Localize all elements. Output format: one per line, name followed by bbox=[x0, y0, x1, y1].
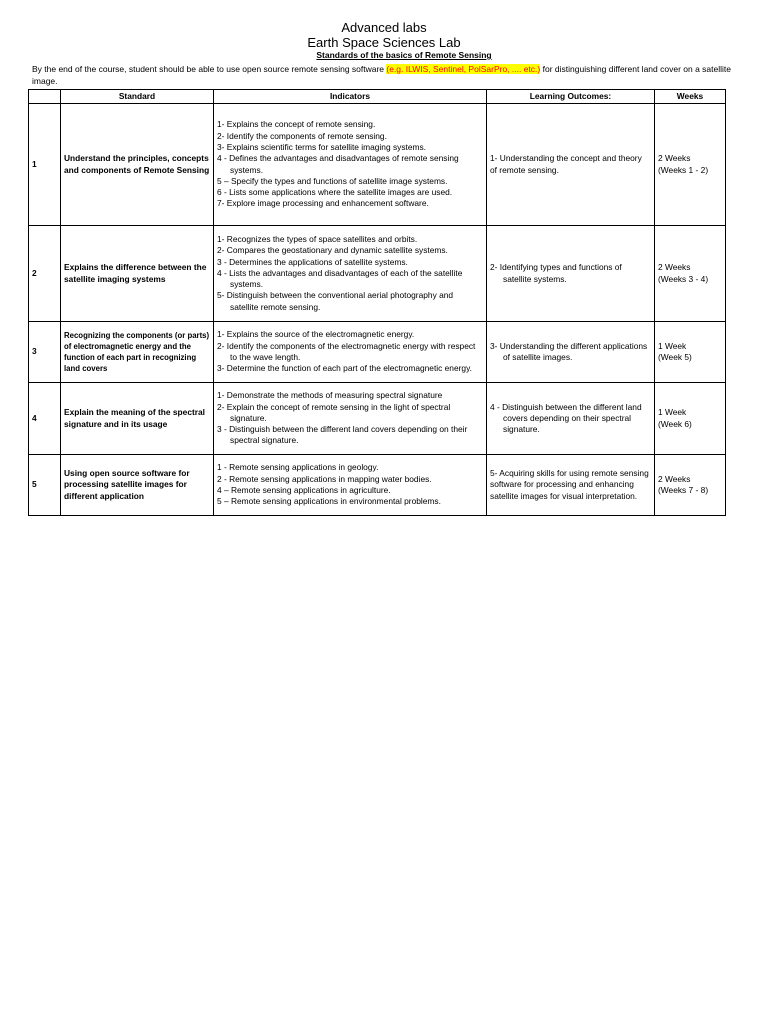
standard-cell: Explain the meaning of the spectral signature and in its usage bbox=[61, 383, 214, 455]
indicator-item: 7- Explore image processing and enhancement software. bbox=[217, 198, 429, 209]
indicator-item: 5- Distinguish between the conventional aerial photography and satellite remote sensing. bbox=[217, 290, 454, 312]
table-row bbox=[29, 322, 726, 383]
intro-paragraph bbox=[32, 64, 732, 87]
indicators-cell bbox=[214, 104, 487, 226]
learning-outcome-text: 2- Identifying types and functions of satellite systems. bbox=[490, 262, 622, 284]
indicator-item: 1- Explains the concept of remote sensing. bbox=[217, 119, 376, 130]
learning-outcome-text: 3- Understanding the different applications of satellite images. bbox=[490, 340, 648, 362]
weeks-range: (Weeks 1 - 2) bbox=[658, 164, 709, 175]
column-header-standard: Standard bbox=[61, 90, 214, 104]
standard-cell: Explains the difference between the satellite imaging systems bbox=[61, 226, 214, 322]
indicator-item: 5 – Specify the types and functions of satellite image systems. bbox=[217, 175, 448, 186]
indicator-item: 6 - Lists some applications where the satellite images are used. bbox=[217, 187, 453, 198]
row-number: 4 bbox=[29, 383, 61, 455]
weeks-count: 2 Weeks bbox=[658, 153, 691, 164]
indicator-item: 1- Explains the source of the electromagnetic energy. bbox=[217, 329, 415, 340]
indicator-item: 3- Explains scientific terms for satellite imaging systems. bbox=[217, 141, 426, 152]
table-header-row bbox=[29, 90, 726, 104]
indicator-item: 1 - Remote sensing applications in geology. bbox=[217, 462, 379, 473]
intro-text: By the end of the course, student should be able to use open source remote sensing software bbox=[32, 64, 387, 74]
indicator-item: 2- Identify the components of remote sensing. bbox=[217, 130, 387, 141]
indicator-item: 3- Determine the function of each part of the electromagnetic energy. bbox=[217, 363, 472, 374]
software-examples-highlight: (e.g. ILWIS, Sentinel, PolSarPro, .... etc.) bbox=[386, 64, 541, 74]
indicator-item: 3 - Distinguish between the different land covers depending on their spectral signature. bbox=[217, 424, 468, 446]
row-number: 3 bbox=[29, 322, 61, 383]
indicator-item: 2 - Remote sensing applications in mapping water bodies. bbox=[217, 473, 432, 484]
weeks-range: (Week 6) bbox=[658, 418, 692, 429]
row-number: 5 bbox=[29, 455, 61, 516]
indicator-item: 1- Recognizes the types of space satellites and orbits. bbox=[217, 233, 418, 244]
weeks-count: 2 Weeks bbox=[658, 473, 691, 484]
table-row bbox=[29, 226, 726, 322]
section-subtitle: Standards of the basics of Remote Sensing bbox=[316, 50, 492, 60]
indicator-item: 1- Demonstrate the methods of measuring spectral signature bbox=[217, 390, 443, 401]
learning-outcome-cell bbox=[487, 322, 655, 383]
weeks-count: 1 Week bbox=[658, 407, 687, 418]
table-row bbox=[29, 455, 726, 516]
weeks-cell bbox=[655, 226, 726, 322]
table-row bbox=[29, 383, 726, 455]
learning-outcome-cell bbox=[487, 383, 655, 455]
row-number: 2 bbox=[29, 226, 61, 322]
weeks-count: 1 Week bbox=[658, 340, 687, 351]
column-header-learning-outcomes: Learning Outcomes: bbox=[487, 90, 655, 104]
indicator-item: 2- Identify the components of the electromagnetic energy with respect to the wave length. bbox=[217, 340, 476, 362]
indicator-item: 2- Compares the geostationary and dynamic satellite systems. bbox=[217, 245, 448, 256]
lab-title: Earth Space Sciences Lab bbox=[307, 35, 461, 50]
title-block bbox=[0, 20, 768, 61]
weeks-range: (Week 5) bbox=[658, 352, 692, 362]
indicator-item: 3 - Determines the applications of satellite systems. bbox=[217, 256, 408, 267]
weeks-count: 2 Weeks bbox=[658, 262, 691, 273]
table-row bbox=[29, 104, 726, 226]
weeks-cell bbox=[655, 383, 726, 455]
standard-cell: Recognizing the components (or parts) of electromagnetic energy and the function of each part in recognizing land covers bbox=[61, 322, 214, 383]
indicators-cell bbox=[214, 322, 487, 383]
indicators-cell bbox=[214, 226, 487, 322]
standards-table bbox=[28, 89, 726, 516]
learning-outcome-cell: 5- Acquiring skills for using remote sensing software for processing and enhancing satellite images for visual interpretation. bbox=[487, 455, 655, 516]
intro-text-end: for distinguishing different land cover on a satellite image. bbox=[32, 64, 731, 86]
indicator-item: 2- Explain the concept of remote sensing in the light of spectral signature. bbox=[217, 401, 451, 423]
standard-cell: Understand the principles, concepts and components of Remote Sensing bbox=[61, 104, 214, 226]
standard-cell: Using open source software for processing satellite images for different application bbox=[61, 455, 214, 516]
indicator-item: 5 – Remote sensing applications in environmental problems. bbox=[217, 496, 441, 507]
indicator-item: 4 - Defines the advantages and disadvantages of remote sensing systems. bbox=[217, 153, 459, 175]
weeks-cell bbox=[655, 104, 726, 226]
learning-outcome-cell bbox=[487, 226, 655, 322]
weeks-range: (Weeks 7 - 8) bbox=[658, 485, 709, 495]
document-title: Advanced labs bbox=[341, 20, 427, 35]
column-header-indicators: Indicators bbox=[214, 90, 487, 104]
indicators-cell bbox=[214, 383, 487, 455]
weeks-cell bbox=[655, 322, 726, 383]
learning-outcome-cell: 1- Understanding the concept and theory of remote sensing. bbox=[487, 104, 655, 226]
weeks-cell bbox=[655, 455, 726, 516]
weeks-range: (Weeks 3 - 4) bbox=[658, 273, 709, 284]
indicator-item: 4 - Lists the advantages and disadvantages of each of the satellite systems. bbox=[217, 267, 463, 290]
row-number: 1 bbox=[29, 104, 61, 226]
column-header-weeks: Weeks bbox=[655, 90, 726, 104]
column-header-number bbox=[29, 90, 61, 104]
learning-outcome-text: 4 - Distinguish between the different land covers depending on their spectral signature. bbox=[490, 401, 642, 435]
indicator-item: 4 – Remote sensing applications in agriculture. bbox=[217, 485, 391, 495]
indicators-cell bbox=[214, 455, 487, 516]
